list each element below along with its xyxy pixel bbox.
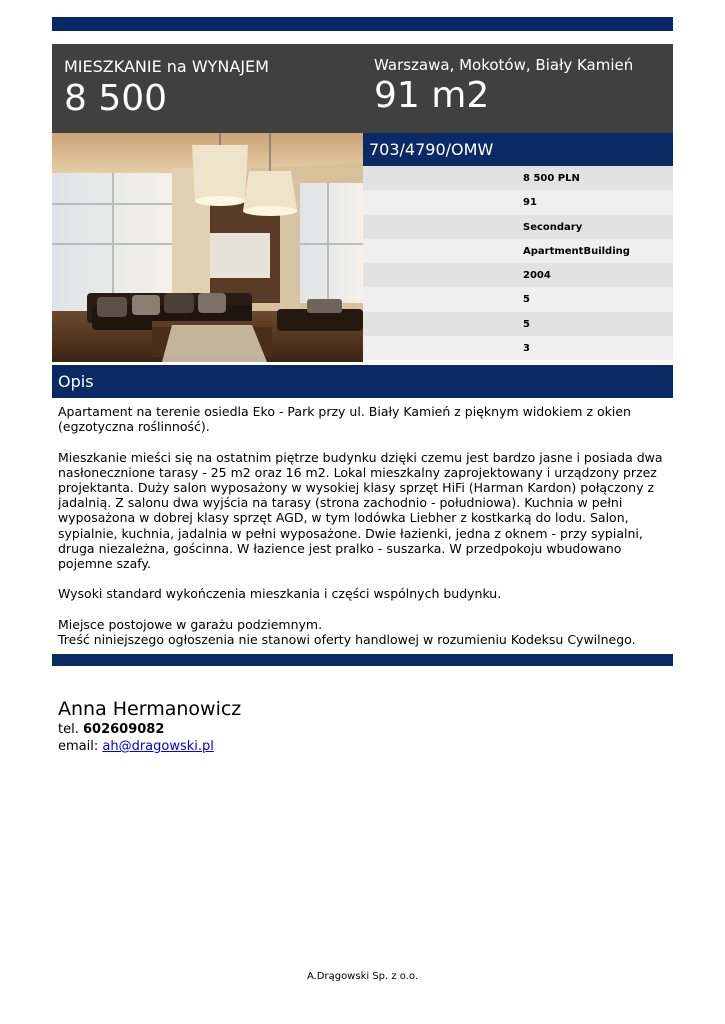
listing-price: 8 500 — [64, 78, 168, 119]
disclaimer-line: Treść niniejszego ogłoszenia nie stanowi oferty handlowej w rozumieniu Kodeksu Cywilnego. — [58, 632, 636, 647]
detail-row — [363, 336, 673, 360]
description-heading-bar — [52, 365, 673, 398]
agent-contact — [58, 697, 241, 755]
detail-row — [363, 287, 673, 311]
detail-row — [363, 166, 673, 190]
detail-value: 8 500 PLN — [523, 173, 580, 184]
description-paragraph: Mieszkanie mieści się na ostatnim piętrze budynku dzięki czemu jest bardzo jasne i posiada dwa nasłonecznione tarasy - 25 m2 oraz 16 m2. Lokal mieszkalny zaprojektowany i urządzony przez projektanta. Duży salon wyposażony w wysokiej klasy sprzęt HiFi (Harman Kardon) połączony z jadalnią. Z salonu dwa wyjścia na tarasy (strona zachodnio - południowa). Kuchnia w pełni wyposażona w dobrej klasy sprzęt AGD, w tym lodówka Liebher z kostkarką do lodu. Salon, sypialnie, kuchnia, jadalnia w pełni wyposażone. Dwie łazienki, jedna z oknem - przy sypialni, druga niezależna, gościnna. W łazience jest pralko - suszarka. W przedpokoju wbudowano pojemne szafy. — [58, 449, 663, 572]
agent-email-link[interactable]: ah@dragowski.pl — [102, 739, 214, 754]
detail-value: 2004 — [523, 270, 551, 281]
top-accent-bar — [52, 17, 673, 31]
reference-number: 703/4790/OMW — [369, 140, 494, 159]
agent-name: Anna Hermanowicz — [58, 698, 242, 720]
description-final — [58, 617, 670, 647]
detail-row — [363, 312, 673, 336]
details-table — [363, 166, 673, 360]
listing-area: 91 m2 — [374, 75, 490, 116]
listing-header — [52, 44, 673, 133]
detail-value: 5 — [523, 294, 530, 306]
agent-phone: 602609082 — [82, 722, 165, 737]
detail-value: 91 — [523, 197, 537, 209]
description-paragraph: Apartament na terenie osiedla Eko - Park przy ul. Biały Kamień z pięknym widokiem z okien (egzotyczna roślinność). — [58, 404, 631, 435]
detail-row — [363, 239, 673, 263]
email-label: email: — [58, 739, 99, 754]
agent-phone-line — [58, 721, 241, 738]
detail-row — [363, 263, 673, 287]
reference-number-bar — [363, 133, 673, 166]
phone-label: tel. — [58, 722, 79, 737]
detail-value: Secondary — [523, 221, 583, 233]
listing-type: MIESZKANIE na WYNAJEM — [64, 57, 269, 76]
detail-row — [363, 190, 673, 214]
detail-value: 5 — [523, 318, 530, 330]
description-paragraph: Wysoki standard wykończenia mieszkania i części wspólnych budynku. — [58, 586, 502, 602]
agent-email-line — [58, 738, 241, 755]
living-room-photo — [52, 133, 363, 362]
description-body — [58, 404, 670, 647]
description-heading: Opis — [58, 372, 94, 391]
parking-line: Miejsce postojowe w garażu podziemnym. — [58, 616, 323, 632]
detail-value: ApartmentBuilding — [523, 245, 630, 257]
footer-company: A.Drągowski Sp. z o.o. — [306, 971, 419, 982]
detail-row — [363, 215, 673, 239]
listing-location: Warszawa, Mokotów, Biały Kamień — [374, 56, 634, 74]
bottom-accent-bar — [52, 654, 673, 666]
detail-value: 3 — [523, 342, 530, 354]
